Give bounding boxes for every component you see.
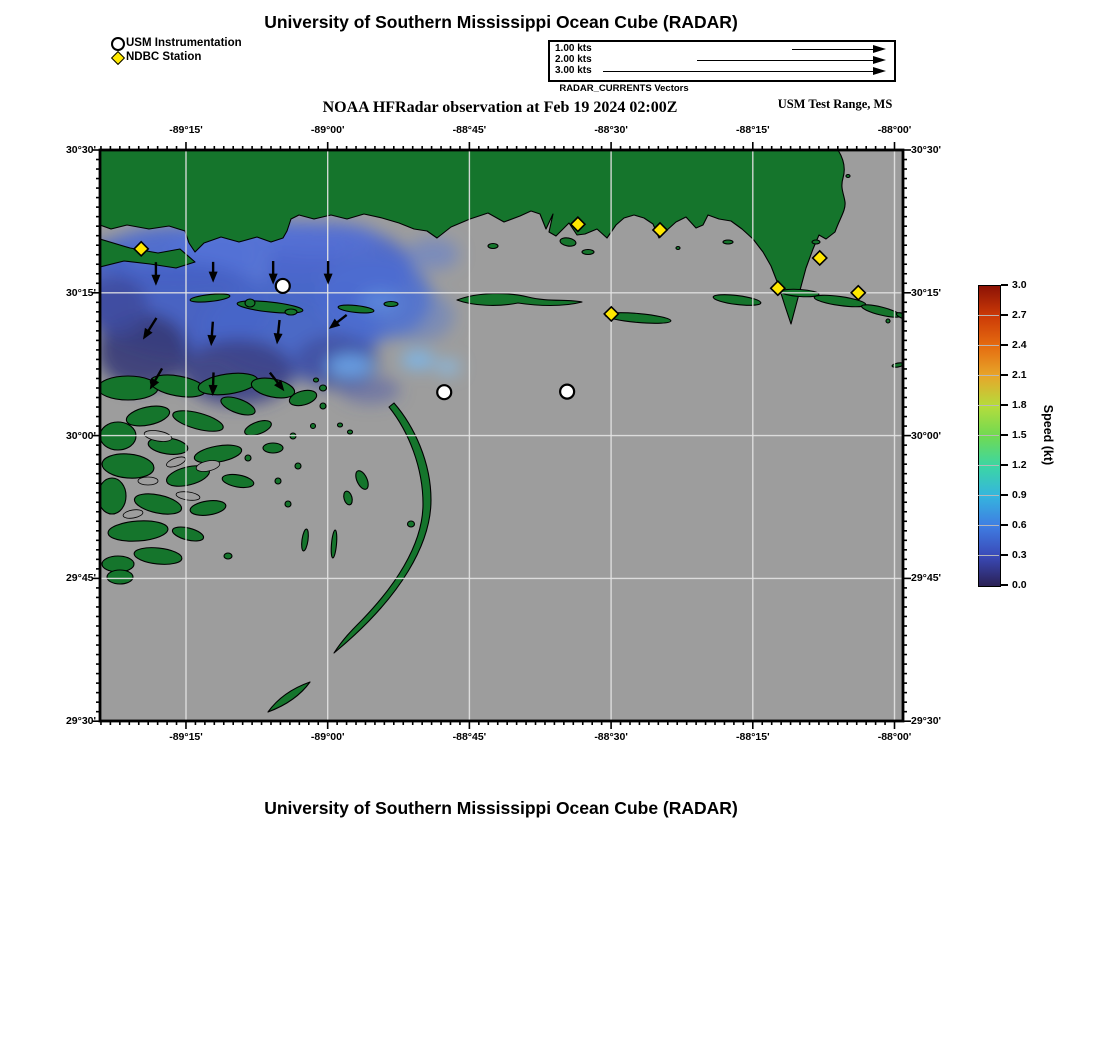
marsh-blob [98,376,158,400]
colorbar-tick [1001,524,1008,525]
colorbar-gridline [978,345,999,346]
speed-blob [407,238,459,270]
colorbar-tick [1001,434,1008,435]
colorbar-tick [1001,344,1008,345]
x-axis-label-top: -88°15' [736,124,770,136]
colorbar-tick-label: 3.0 [1012,279,1027,291]
x-axis-label-top: -88°45' [452,124,487,136]
y-axis-label-left: 29°30' [65,715,96,727]
marsh-blob [295,463,301,469]
y-axis-label-left: 30°00' [65,429,96,442]
vector-scale-label: 2.00 kts [555,54,592,65]
vector-scale-arrow-shaft [792,49,875,51]
colorbar-tick-label: 2.7 [1012,309,1027,321]
legend-item-circle [110,36,242,50]
colorbar-tick [1001,554,1008,555]
vector-scale-arrow-head-icon [873,56,886,64]
vector-scale-arrow-shaft [697,60,875,62]
marsh-blob [98,478,126,514]
colorbar-tick [1001,404,1008,405]
marsh-blob [224,553,232,559]
vector-scale-label: 1.00 kts [555,43,592,54]
colorbar-tick [1001,584,1008,585]
colorbar-gridline [978,405,999,406]
colorbar-tick-label: 2.4 [1012,339,1027,351]
page-title: University of Southern Mississippi Ocean Cube (RADAR) [264,12,738,32]
marsh-blob [285,501,291,507]
legend-label: NDBC Station [126,51,202,63]
y-axis-label-right: 29°30' [911,715,942,727]
x-axis-label-top: -89°00' [310,124,345,136]
colorbar-tick-label: 0.0 [1012,579,1027,591]
marsh-blob [314,378,319,382]
usm-instrumentation-marker [276,279,290,293]
island [408,521,415,527]
page-title-bottom: University of Southern Mississippi Ocean Cube (RADAR) [264,798,738,818]
colorbar-tick-label: 1.8 [1012,399,1027,411]
marsh-blob [263,443,283,453]
circle-marker-icon [110,36,126,50]
island [676,247,680,250]
colorbar-tick [1001,494,1008,495]
legend-label: USM Instrumentation [126,37,242,49]
colorbar-gridline [978,315,999,316]
island [384,302,398,307]
vector-scale-label: 3.00 kts [555,65,592,76]
colorbar-tick [1001,374,1008,375]
colorbar-title: Speed (kt) [1041,404,1055,466]
x-axis-label-bottom: -88°15' [736,731,770,743]
colorbar-tick [1001,284,1008,285]
map-plot[interactable] [88,136,917,735]
island [338,423,343,427]
legend-item-diamond [110,50,242,64]
colorbar-tick-label: 1.2 [1012,459,1027,471]
x-axis-label-bottom: -88°30' [594,731,628,743]
colorbar-tick [1001,464,1008,465]
colorbar [978,285,1001,587]
marsh-blob [245,455,251,461]
colorbar-tick-label: 1.5 [1012,429,1027,441]
colorbar-tick-label: 0.3 [1012,549,1027,561]
observation-subtitle: NOAA HFRadar observation at Feb 19 2024 02:00Z [322,99,678,116]
island [285,309,297,315]
vector-scale-arrow-shaft [603,71,875,73]
colorbar-gridline [978,495,999,496]
island [723,240,733,244]
x-axis-label-bottom: -89°00' [310,731,345,743]
y-axis-label-left: 30°30' [65,144,96,156]
x-axis-label-bottom: -89°15' [169,731,203,743]
speed-blob [327,354,373,378]
colorbar-tick-label: 2.1 [1012,369,1027,381]
usm-instrumentation-marker [437,385,451,399]
x-axis-label-bottom: -88°45' [452,731,487,743]
x-axis-label-bottom: -88°00' [877,731,912,743]
region-label: USM Test Range, MS [777,97,893,111]
y-axis-label-right: 30°00' [911,429,942,442]
vector-scale-box [548,40,896,82]
x-axis-label-top: -88°30' [594,124,628,136]
y-axis-label-left: 30°15' [65,286,96,299]
x-axis-label-top: -89°15' [169,124,203,136]
colorbar-tick [1001,314,1008,315]
y-axis-label-left: 29°45' [65,572,96,585]
marsh-blob [320,403,326,409]
colorbar-tick-label: 0.9 [1012,489,1027,501]
island [812,240,820,244]
vector-scale-caption: RADAR_CURRENTS Vectors [559,83,689,94]
colorbar-gridline [978,375,999,376]
marsh-blob [107,570,133,584]
speed-blob [340,376,400,404]
marsh-blob [275,478,281,484]
speed-blob [436,360,460,374]
speed-blob [401,351,435,369]
usm-instrumentation-marker [560,385,574,399]
colorbar-gridline [978,525,999,526]
island [488,244,498,249]
vector-scale-arrow-head-icon [873,45,886,53]
diamond-marker-icon [110,50,126,64]
island [245,299,255,307]
y-axis-label-right: 30°15' [911,286,942,299]
colorbar-tick-label: 0.6 [1012,519,1027,531]
symbol-legend [110,36,242,64]
y-axis-label-right: 30°30' [911,144,942,156]
island [846,175,850,178]
y-axis-label-right: 29°45' [911,572,942,585]
island [582,250,594,255]
x-axis-label-top: -88°00' [877,124,912,136]
island [886,319,890,323]
colorbar-gridline [978,555,999,556]
colorbar-gridline [978,465,999,466]
vector-scale-arrow-head-icon [873,67,886,75]
marsh-blob [311,424,316,429]
marsh-channel [138,477,158,485]
colorbar-gridline [978,435,999,436]
marsh-blob [320,385,327,391]
island [348,430,353,434]
